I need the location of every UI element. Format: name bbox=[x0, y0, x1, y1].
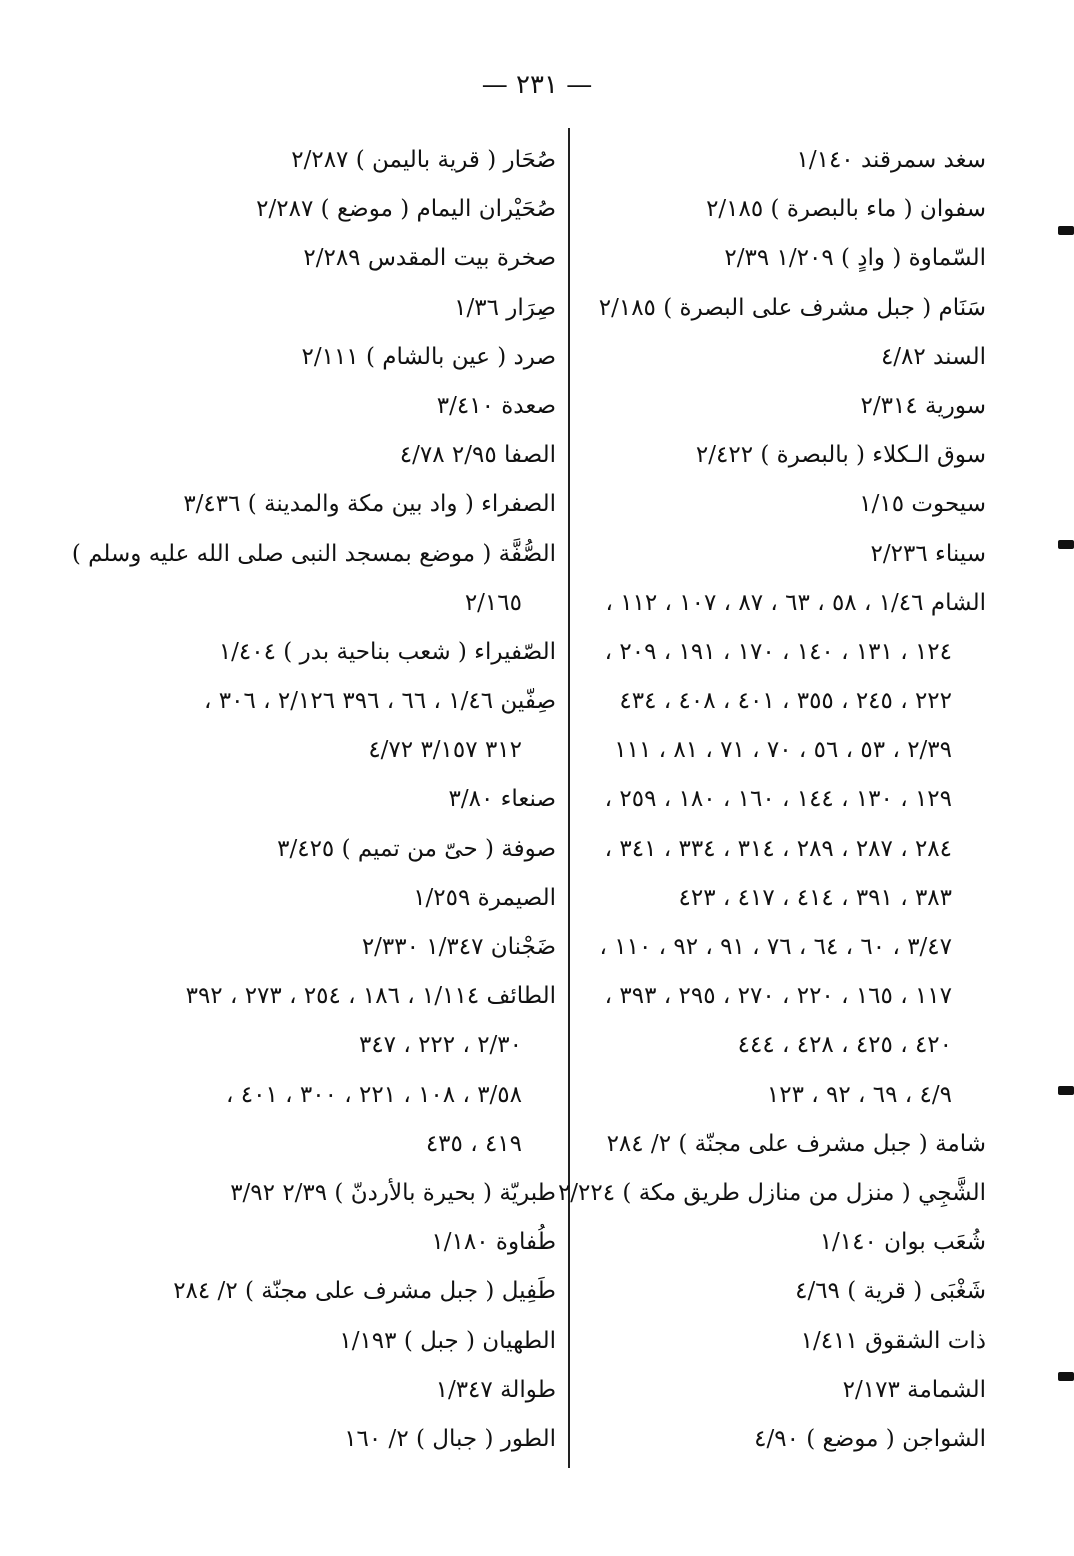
index-entry: صِرَار ١/٣٦ bbox=[454, 294, 556, 321]
index-entry: الطائف ١/١١٤ ، ١٨٦ ، ٢٥٤ ، ٢٧٣ ، ٣٩٢ bbox=[185, 983, 556, 1010]
index-entry-continuation: ٢/٣٩ ، ٥٣ ، ٥٦ ، ٧٠ ، ٧١ ، ٨١ ، ١١١ bbox=[614, 737, 952, 764]
page-number: — ٢٣١ — bbox=[481, 70, 593, 100]
index-entry: صوفة ( حىّ من تميم ) ٣/٤٢٥ bbox=[277, 835, 556, 862]
index-entry: الشَّجِي ( منزل من منازل طريق مكة ) ٢/٢٢٤ bbox=[557, 1179, 986, 1206]
index-entry: صِفّين ١/٤٦ ، ٦٦ ، ٣٩٦ ٢/١٢٦ ، ٣٠٦ ، bbox=[204, 688, 556, 715]
index-entry: الصّفيراء ( شعب بناحية بدر ) ١/٤٠٤ bbox=[218, 638, 556, 665]
binding-mark bbox=[1058, 226, 1074, 235]
index-entry-continuation: ٣/٤٧ ، ٦٠ ، ٦٤ ، ٧٦ ، ٩١ ، ٩٢ ، ١١٠ ، bbox=[599, 934, 952, 960]
index-entry: شامة ( جبل مشرف على مجنّة ) ٢/ ٢٨٤ bbox=[606, 1130, 986, 1157]
index-entry: سَنَام ( جبل مشرف على البصرة ) ٢/١٨٥ bbox=[598, 294, 986, 321]
index-column-left bbox=[56, 136, 556, 1464]
index-entry: صُحَيْران اليمام ( موضع ) ٢/٢٨٧ bbox=[256, 196, 556, 223]
index-entry: ذات الشقوق ١/٤١١ bbox=[800, 1327, 986, 1354]
index-entry: صخرة بيت المقدس ٢/٢٨٩ bbox=[303, 245, 556, 272]
binding-mark bbox=[1058, 540, 1074, 549]
index-entry-continuation: ٢٨٤ ، ٢٨٧ ، ٢٨٩ ، ٣١٤ ، ٣٣٤ ، ٣٤١ ، bbox=[604, 835, 952, 862]
index-entry-continuation: ١٢٤ ، ١٣١ ، ١٤٠ ، ١٧٠ ، ١٩١ ، ٢٠٩ ، bbox=[604, 638, 952, 665]
index-entry: الطور ( جبال ) ٢/ ١٦٠ bbox=[344, 1425, 556, 1452]
index-entry: سفوان ( ماء بالبصرة ) ٢/١٨٥ bbox=[706, 196, 986, 223]
index-entry: شُعَب بوان ١/١٤٠ bbox=[819, 1229, 986, 1256]
index-column-right bbox=[546, 136, 986, 1464]
index-entry-continuation: ٢٢٢ ، ٢٤٥ ، ٣٥٥ ، ٤٠١ ، ٤٠٨ ، ٤٣٤ bbox=[619, 688, 952, 715]
index-entry: الصُّفَّة ( موضع بمسجد النبى صلى الله عليه وسلم ) bbox=[71, 540, 556, 567]
index-entry: صرد ( عين بالشام ) ٢/١١١ bbox=[301, 343, 556, 370]
index-entry: طَفِيل ( جبل مشرف على مجنّة ) ٢/ ٢٨٤ bbox=[173, 1278, 556, 1305]
index-entry: ضَجْنان ١/٣٤٧ ٢/٣٣٠ bbox=[361, 934, 556, 960]
index-entry-continuation: ٤١٩ ، ٤٣٥ bbox=[425, 1130, 522, 1157]
index-entry-continuation: ٢/٣٠ ، ٢٢٢ ، ٣٤٧ bbox=[358, 1032, 522, 1059]
index-entry: سيحوت ١/١٥ bbox=[859, 491, 986, 518]
index-entry: شَغْبَى ( قرية ) ٤/٦٩ bbox=[795, 1278, 986, 1305]
index-entry: الشواجن ( موضع ) ٤/٩٠ bbox=[754, 1425, 986, 1452]
index-entry: الشام ١/٤٦ ، ٥٨ ، ٦٣ ، ٨٧ ، ١٠٧ ، ١١٢ ، bbox=[605, 589, 986, 616]
index-entry: صعدة ٣/٤١٠ bbox=[436, 392, 556, 419]
index-entry-continuation: ٤٢٠ ، ٤٢٥ ، ٤٢٨ ، ٤٤٤ bbox=[737, 1032, 952, 1059]
index-entry: طبريّة ( بحيرة بالأردنّ ) ٢/٣٩ ٣/٩٢ bbox=[230, 1179, 556, 1206]
index-entry-continuation: ٣٨٣ ، ٣٩١ ، ٤١٤ ، ٤١٧ ، ٤٢٣ bbox=[678, 884, 952, 911]
index-entry-continuation: ٣/٥٨ ، ١٠٨ ، ٢٢١ ، ٣٠٠ ، ٤٠١ ، bbox=[226, 1081, 522, 1108]
index-entry: سغد سمرقند ١/١٤٠ bbox=[796, 147, 986, 173]
index-entry: طوالة ١/٣٤٧ bbox=[435, 1376, 556, 1403]
index-entry: الصيمرة ١/٢٥٩ bbox=[413, 884, 556, 911]
index-entry: الصفا ٢/٩٥ ٤/٧٨ bbox=[399, 442, 556, 469]
index-entry: سيناء ٢/٢٣٦ bbox=[870, 540, 986, 567]
index-entry: صنعاء ٣/٨٠ bbox=[448, 786, 556, 813]
index-entry-continuation: ٣١٢ ٣/١٥٧ ٤/٧٢ bbox=[368, 737, 522, 764]
index-entry: الصفراء ( واد بين مكة والمدينة ) ٣/٤٣٦ bbox=[183, 491, 556, 518]
index-entry: السّماوة ( وادٍ ) ١/٢٠٩ ٢/٣٩ bbox=[724, 245, 986, 272]
index-entry: سوق الـكلاء ( بالبصرة ) ٢/٤٢٢ bbox=[695, 442, 986, 469]
binding-mark bbox=[1058, 1086, 1074, 1095]
index-entry: طُفاوة ١/١٨٠ bbox=[431, 1229, 556, 1256]
index-entry: صُحَار ( قرية باليمن ) ٢/٢٨٧ bbox=[291, 147, 556, 173]
index-entry-continuation: ١٢٩ ، ١٣٠ ، ١٤٤ ، ١٦٠ ، ١٨٠ ، ٢٥٩ ، bbox=[604, 786, 952, 813]
index-entry: سورية ٢/٣١٤ bbox=[860, 392, 986, 419]
index-entry-continuation: ٤/٩ ، ٦٩ ، ٩٢ ، ١٢٣ bbox=[766, 1081, 952, 1108]
index-entry-continuation: ٢/١٦٥ bbox=[464, 589, 522, 616]
index-entry: السند ٤/٨٢ bbox=[880, 343, 986, 370]
index-entry: الشمامة ٢/١٧٣ bbox=[842, 1376, 986, 1403]
index-entry-continuation: ١١٧ ، ١٦٥ ، ٢٢٠ ، ٢٧٠ ، ٢٩٥ ، ٣٩٣ ، bbox=[604, 983, 952, 1010]
index-entry: الطهيان ( جبل ) ١/١٩٣ bbox=[339, 1327, 556, 1354]
binding-mark bbox=[1058, 1372, 1074, 1381]
